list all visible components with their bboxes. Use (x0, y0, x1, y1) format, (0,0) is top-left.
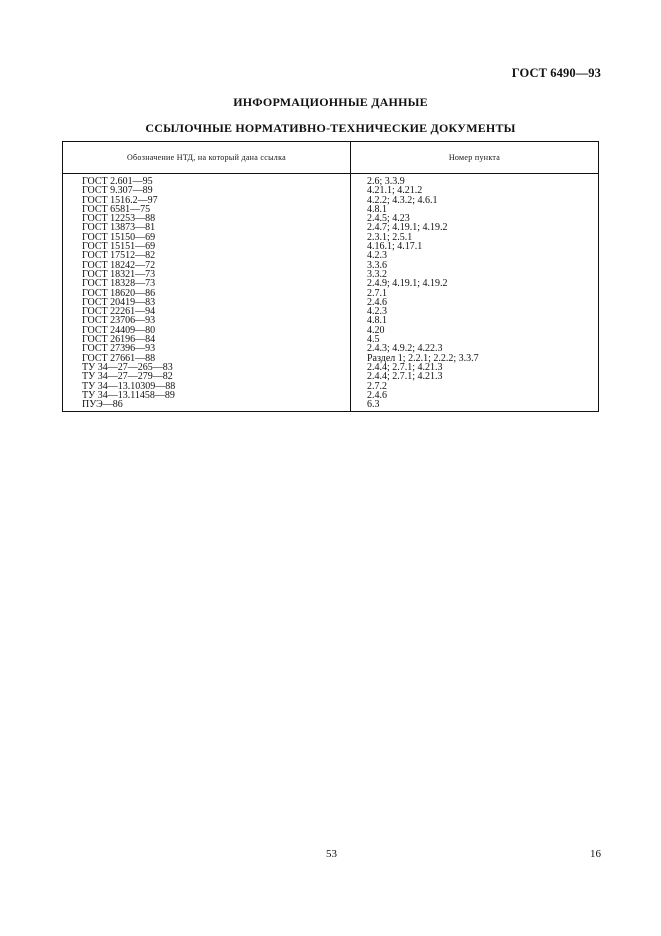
designation-cell: ГОСТ 27661—88 (63, 354, 351, 363)
designation-cell: ГОСТ 18321—73 (63, 270, 351, 279)
designation-cell: ГОСТ 13873—81 (63, 223, 351, 232)
designation-cell: ГОСТ 1516.2—97 (63, 196, 351, 205)
clause-cell: 2.3.1; 2.5.1 (367, 231, 413, 243)
table-body (63, 174, 599, 412)
page-subtitle: ССЫЛОЧНЫЕ НОРМАТИВНО-ТЕХНИЧЕСКИЕ ДОКУМЕНТЫ (145, 121, 516, 135)
clause-cell: 4.2.3 (367, 250, 387, 262)
designation-cell: ГОСТ 18328—73 (63, 279, 351, 288)
sheet-number: 16 (590, 848, 601, 860)
designation-cell: ТУ 34—13.10309—88 (63, 382, 351, 391)
designation-cell: ГОСТ 24409—80 (63, 326, 351, 335)
clause-cell: 3.3.6 (367, 259, 387, 271)
designation-cell: ПУЭ—86 (63, 400, 351, 412)
designation-cell: ТУ 34—13.11458—89 (63, 391, 351, 400)
clause-cell: 2.6; 3.3.9 (367, 176, 405, 187)
clause-cell: 2.4.7; 4.19.1; 4.19.2 (367, 222, 448, 234)
clause-cell: 2.4.4; 2.7.1; 4.21.3 (367, 361, 443, 373)
designation-cell: ГОСТ 23706—93 (63, 316, 351, 325)
table-header-row (63, 142, 599, 174)
designation-cell: ГОСТ 17512—82 (63, 251, 351, 260)
clause-cell: 2.4.3; 4.9.2; 4.22.3 (367, 343, 443, 355)
designation-cell: ГОСТ 18242—72 (63, 261, 351, 270)
clause-cell: 2.4.6 (367, 296, 387, 308)
designation-cell: ГОСТ 12253—88 (63, 214, 351, 223)
designation-cell: ГОСТ 9.307—89 (63, 186, 351, 195)
clause-cell: 2.4.6 (367, 389, 387, 401)
designation-cell: ГОСТ 27396—93 (63, 344, 351, 353)
designation-cell: ГОСТ 2.601—95 (63, 174, 351, 187)
clause-cell: 4.21.1; 4.21.2 (367, 185, 423, 197)
clause-cell: 3.3.2 (367, 268, 387, 280)
clause-cell: Раздел 1; 2.2.1; 2.2.2; 3.3.7 (367, 352, 479, 364)
designation-cell: ГОСТ 22261—94 (63, 307, 351, 316)
clause-cell: 4.8.1 (367, 203, 387, 215)
designation-cell: ГОСТ 20419—83 (63, 298, 351, 307)
column-header-designation: Обозначение НТД, на который дана ссылка (63, 142, 351, 174)
designation-cell: ГОСТ 26196—84 (63, 335, 351, 344)
clause-cell: 2.4.9; 4.19.1; 4.19.2 (367, 278, 448, 290)
table-row (63, 400, 599, 412)
clause-cell: 4.20 (367, 324, 385, 336)
reference-documents-table (62, 141, 599, 412)
page-title: ИНФОРМАЦИОННЫЕ ДАННЫЕ (233, 95, 428, 109)
designation-cell: ТУ 34—27—265—83 (63, 363, 351, 372)
designation-cell: ТУ 34—27—279—82 (63, 372, 351, 381)
document-code: ГОСТ 6490—93 (511, 66, 601, 80)
clause-cell: 2.7.1 (367, 287, 387, 299)
clause-cell: 4.5 (367, 334, 380, 346)
table-row (63, 391, 599, 400)
designation-cell: ГОСТ 15151—69 (63, 242, 351, 251)
clause-cell: 4.2.2; 4.3.2; 4.6.1 (367, 194, 438, 206)
clause-cell: 2.4.4; 2.7.1; 4.21.3 (367, 371, 443, 383)
designation-cell: ГОСТ 15150—69 (63, 233, 351, 242)
column-header-clause: Номер пункта (351, 142, 599, 174)
clause-cell: 2.4.5; 4.23 (367, 213, 410, 225)
clause-cell: 4.16.1; 4.17.1 (367, 241, 423, 253)
clause-cell: 4.2.3 (367, 306, 387, 318)
designation-cell: ГОСТ 6581—75 (63, 205, 351, 214)
designation-cell: ГОСТ 18620—86 (63, 289, 351, 298)
clause-cell: 4.8.1 (367, 315, 387, 327)
page-number: 53 (326, 848, 337, 860)
clause-cell: 2.7.2 (367, 380, 387, 392)
clause-cell: 6.3 (367, 399, 380, 411)
